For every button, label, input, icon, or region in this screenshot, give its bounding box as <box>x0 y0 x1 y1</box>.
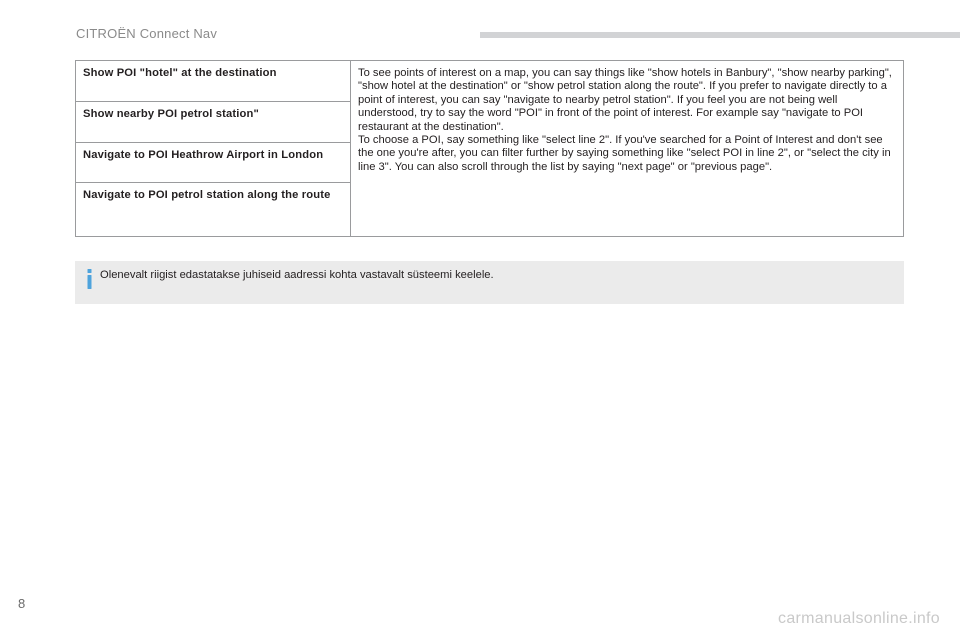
description-paragraph: To choose a POI, say something like "select line 2". If you've searched for a Point of Interest and don't see the one you're after, you can filter further by saying something like "select POI in line 2", or "select the city in line 3". You can also scroll through the list by saying "next page" or "previous page". <box>358 134 891 173</box>
header-bar <box>480 32 960 38</box>
document-title: CITROËN Connect Nav <box>76 26 218 41</box>
command-cell: Show POI "hotel" at the destination <box>76 61 351 102</box>
command-cell: Show nearby POI petrol station" <box>76 102 351 143</box>
description-paragraph: To see points of interest on a map, you can say things like "show hotels in Banbury", "show nearby parking", "show hotel at the destination" or "show petrol station along the route". If you prefer to navigate directly to a point of interest, you can say "navigate to nearby petrol station". If you feel you are not being well understood, try to say the word "POI" in front of the point of interest. For example say "navigate to POI restaurant at the destination". <box>358 67 892 133</box>
info-note <box>75 261 904 304</box>
table-row <box>76 61 904 102</box>
command-cell: Navigate to POI petrol station along the route <box>76 183 351 237</box>
watermark: carmanualsonline.info <box>778 610 940 627</box>
command-cell: Navigate to POI Heathrow Airport in London <box>76 143 351 183</box>
page-number: 8 <box>18 596 26 611</box>
voice-commands-table <box>75 60 904 237</box>
description-cell <box>351 61 904 237</box>
info-note-text: Olenevalt riigist edastatakse juhiseid aadressi kohta vastavalt süsteemi keelele. <box>100 269 494 281</box>
info-icon <box>85 269 94 289</box>
